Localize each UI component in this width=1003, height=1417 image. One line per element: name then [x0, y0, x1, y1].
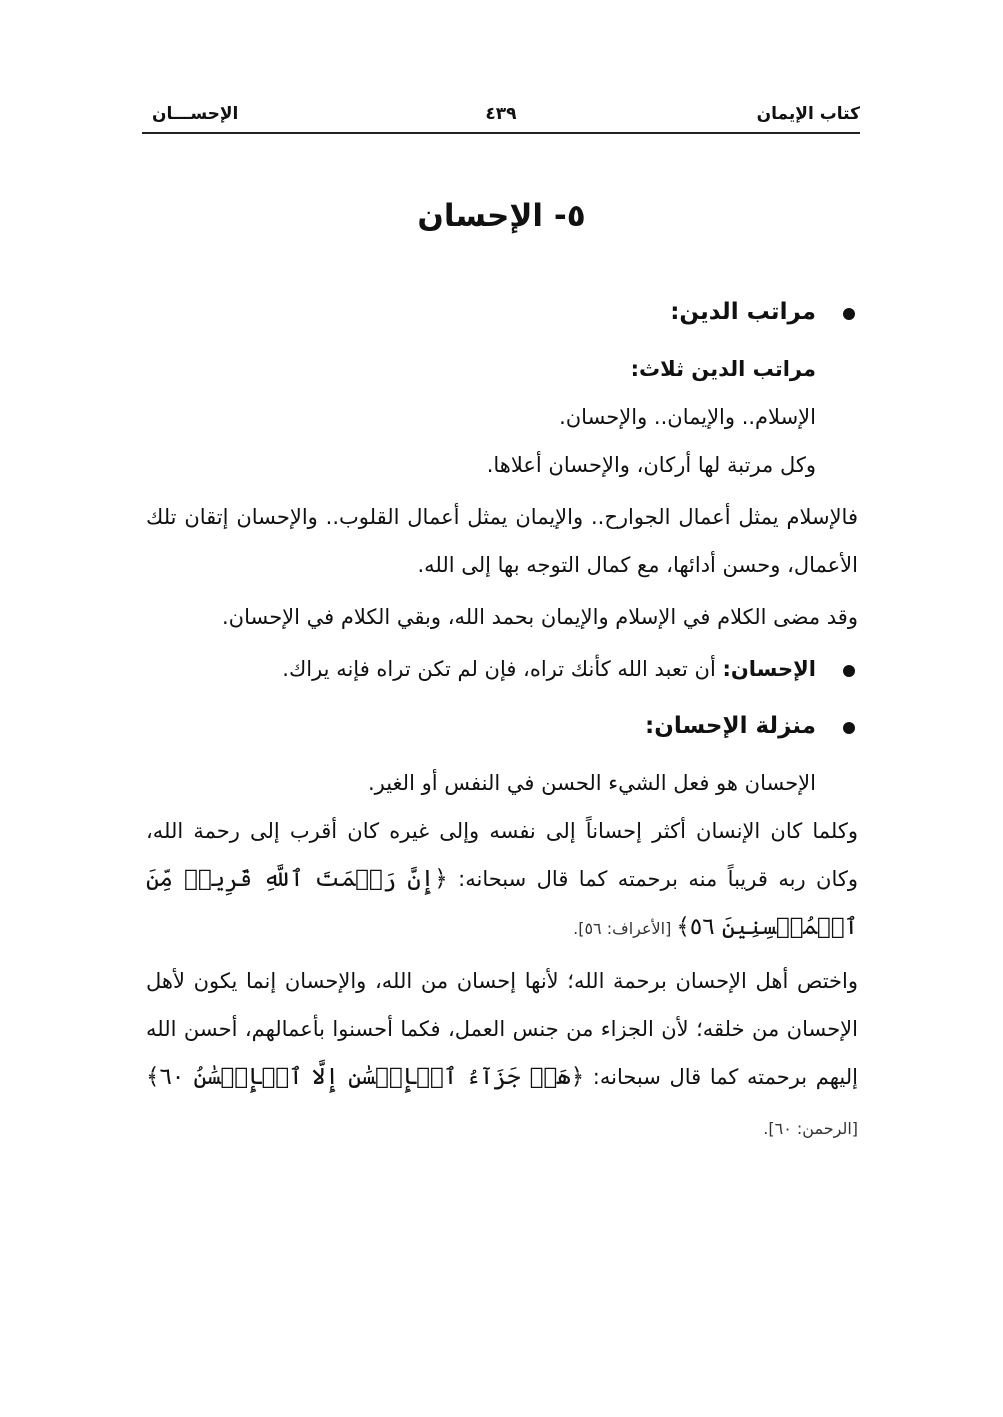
- paragraph: فالإسلام يمثل أعمال الجوارح.. والإيمان يمثل أعمال القلوب.. والإحسان إتقان تلك الأعمال، وحسن أدائها، مع كمال التوجه بها إلى الله.: [146, 505, 858, 577]
- bullet-definition: [146, 645, 858, 693]
- definition-label: الإحسان:: [722, 657, 816, 681]
- paragraph: [146, 957, 858, 1153]
- quran-verse: ﴿هَلۡ جَزَآءُ ٱلۡإِحۡسَٰنِ إِلَّا ٱلۡإِحۡسَٰنُ ٦٠﴾: [146, 1064, 585, 1090]
- paragraph: [146, 807, 858, 953]
- verse-reference: [الأعراف: ٥٦].: [573, 919, 677, 938]
- body-text: [146, 288, 858, 1153]
- paragraph: وقد مضى الكلام في الإسلام والإيمان بحمد الله، وبقي الكلام في الإحسان.: [221, 605, 858, 629]
- section-title: ٥- الإحسان: [417, 198, 586, 234]
- definition-text: أن تعبد الله كأنك تراه، فإن لم تكن تراه فإنه يراك.: [282, 657, 723, 681]
- bullet-heading-status: منزلة الإحسان:: [146, 702, 858, 750]
- paragraph: الإسلام.. والإيمان.. والإحسان.: [559, 405, 816, 429]
- bullet-heading-levels: مراتب الدين:: [146, 288, 858, 336]
- quran-verse: ﴿إِنَّ رَحۡمَتَ ٱللَّهِ قَرِيبٞ مِّنَ ٱلۡمُحۡسِنِينَ ٥٦﴾: [146, 866, 858, 940]
- running-header: [142, 100, 860, 134]
- paragraph: الإحسان هو فعل الشيء الحسن في النفس أو الغير.: [367, 771, 816, 795]
- chapter-title: الإحســـان: [152, 104, 239, 124]
- verse-reference: [الرحمن: ٦٠].: [763, 1119, 858, 1138]
- page-number: ٤٣٩: [485, 104, 517, 124]
- paragraph: وكل مرتبة لها أركان، والإحسان أعلاها.: [486, 453, 816, 477]
- paragraph: مراتب الدين ثلاث:: [630, 357, 816, 381]
- paragraph-text: واختص أهل الإحسان برحمة الله؛ لأنها إحسان من الله، والإحسان إنما يكون لأهل الإحسان من خلقه؛ لأن الجزاء من جنس العمل، فكما أحسنوا بأعمالهم، أحسن الله إليهم برحمته كما قال سبحانه:: [146, 969, 858, 1089]
- paragraph-text: وكلما كان الإنسان أكثر إحساناً إلى نفسه وإلى غيره كان أقرب إلى رحمة الله، وكان ربه قريباً منه برحمته كما قال سبحانه:: [146, 819, 858, 891]
- book-title: كتاب الإيمان: [756, 104, 860, 124]
